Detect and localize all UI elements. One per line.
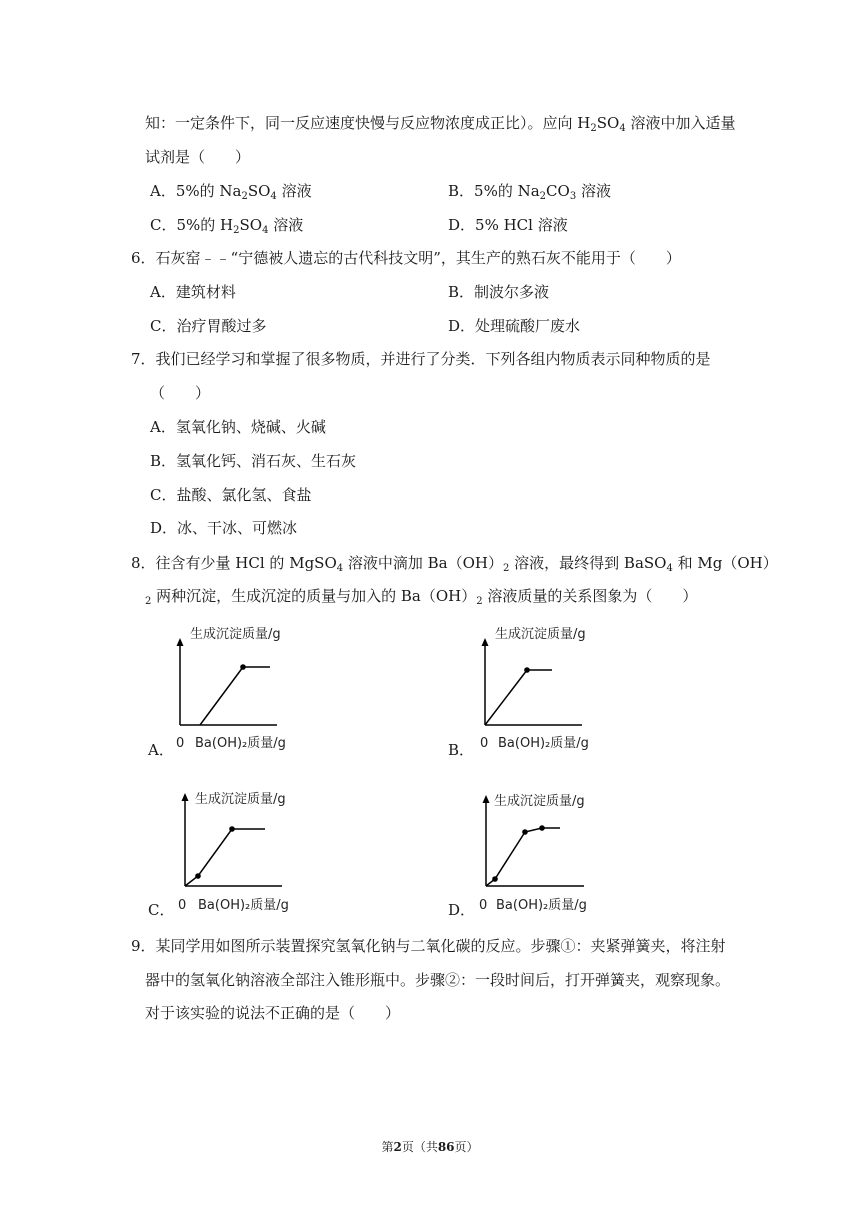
- graph-y-axis-label: 生成沉淀质量/g: [494, 794, 585, 809]
- q8-graph-c-letter[interactable]: C．: [148, 901, 175, 919]
- q8-graph-d[interactable]: [472, 785, 602, 929]
- graph-origin-label: 0: [178, 898, 187, 913]
- q6-option-c[interactable]: C．治疗胃酸过多: [150, 317, 267, 335]
- graph-turning-point: [524, 667, 530, 673]
- q7-option-c[interactable]: C．盐酸、氯化氢、食盐: [150, 486, 312, 504]
- graph-x-axis-label: Ba(OH)₂质量/g: [496, 898, 587, 913]
- q8-graph-b-plot: [470, 620, 600, 760]
- graph-point-1: [195, 873, 201, 879]
- q8-graph-c[interactable]: [170, 785, 300, 929]
- q8-graph-a-plot: [165, 620, 295, 760]
- graph-origin-label: 0: [479, 898, 488, 913]
- q7-option-b[interactable]: B．氢氧化钙、消石灰、生石灰: [150, 452, 357, 470]
- page-footer: 第2页（共86页）: [381, 1140, 479, 1154]
- page-number: 2: [393, 1140, 402, 1154]
- q5-option-d[interactable]: D．5% HCl 溶液: [448, 216, 568, 234]
- q6-option-d[interactable]: D．处理硫酸厂废水: [448, 317, 581, 335]
- q9-stem-line-2: 器中的氢氧化钠溶液全部注入锥形瓶中。步骤②：一段时间后，打开弹簧夹，观察现象。: [145, 971, 731, 989]
- q5-option-c[interactable]: C．5%的 $H_2SO_4$ 溶液: [150, 216, 304, 236]
- graph-y-axis-arrow: [482, 638, 489, 646]
- graph-x-axis-label: Ba(OH)₂质量/g: [198, 898, 289, 913]
- q5-option-a[interactable]: A．5%的 $Na_2SO_4$ 溶液: [150, 182, 312, 202]
- q8-graph-b-letter[interactable]: B．: [448, 741, 475, 759]
- graph-y-axis-arrow: [177, 638, 184, 646]
- graph-origin-label: 0: [480, 736, 489, 751]
- q7-stem-line-1: 7．我们已经学习和掌握了很多物质，并进行了分类．下列各组内物质表示同种物质的是: [131, 350, 711, 368]
- q7-stem-line-2: （ ）: [150, 384, 211, 402]
- q8-stem-line-1: 8．往含有少量 HCl 的 MgSO$_4$ 溶液中滴加 $Ba(OH)_2$ 溶液，最终得到 BaSO$_4$ 和 Mg（OH）: [131, 554, 778, 574]
- graph-y-axis-label: 生成沉淀质量/g: [195, 792, 286, 807]
- graph-x-axis-label: Ba(OH)₂质量/g: [498, 736, 589, 751]
- q7-option-d[interactable]: D．冰、干冰、可燃冰: [150, 519, 298, 537]
- graph-y-axis-arrow: [483, 795, 490, 803]
- q8-graph-d-letter[interactable]: D．: [448, 901, 476, 919]
- graph-turning-point: [240, 664, 246, 670]
- graph-curve: [200, 667, 270, 725]
- q9-stem-line-3: 对于该实验的说法不正确的是（ ）: [145, 1004, 401, 1022]
- q5-continuation-line-2: 试剂是（ ）: [145, 148, 251, 166]
- graph-origin-label: 0: [176, 736, 185, 751]
- q8-stem-line-2: $_2$ 两种沉淀，生成沉淀的质量与加入的 $Ba(OH)_2$ 溶液质量的关系图象为（ ）: [145, 587, 698, 607]
- graph-point-2: [229, 826, 235, 832]
- q8-graph-b[interactable]: [470, 620, 600, 764]
- q8-graph-d-plot: [472, 785, 602, 925]
- graph-y-axis-label: 生成沉淀质量/g: [495, 627, 586, 642]
- graph-y-axis-arrow: [182, 793, 189, 801]
- graph-point-1: [492, 876, 498, 882]
- graph-x-axis-label: Ba(OH)₂质量/g: [195, 736, 286, 751]
- graph-curve: [485, 670, 552, 725]
- graph-point-2: [522, 829, 528, 835]
- q8-graph-a[interactable]: [165, 620, 295, 764]
- q5-option-b[interactable]: B．5%的 $Na_2CO_3$ 溶液: [448, 182, 611, 202]
- q8-graph-c-plot: [170, 785, 300, 925]
- q9-stem-line-1: 9．某同学用如图所示装置探究氢氧化钠与二氧化碳的反应。步骤①：夹紧弹簧夹，将注射: [131, 937, 726, 955]
- graph-point-3: [539, 825, 545, 831]
- graph-y-axis-label: 生成沉淀质量/g: [190, 627, 281, 642]
- q8-graph-a-letter[interactable]: A．: [148, 741, 174, 759]
- q6-stem: 6．石灰窑﹣﹣“宁德被人遗忘的古代科技文明”，其生产的熟石灰不能用于（ ）: [131, 249, 681, 267]
- q6-option-b[interactable]: B．制波尔多液: [448, 283, 550, 301]
- q7-option-a[interactable]: A．氢氧化钠、烧碱、火碱: [150, 418, 326, 436]
- q6-option-a[interactable]: A．建筑材料: [150, 283, 236, 301]
- q5-continuation-line-1: 知：一定条件下，同一反应速度快慢与反应物浓度成正比）。应向 $H_2SO_4$ 溶液中加入适量: [145, 114, 736, 134]
- page-total: 86: [437, 1140, 455, 1154]
